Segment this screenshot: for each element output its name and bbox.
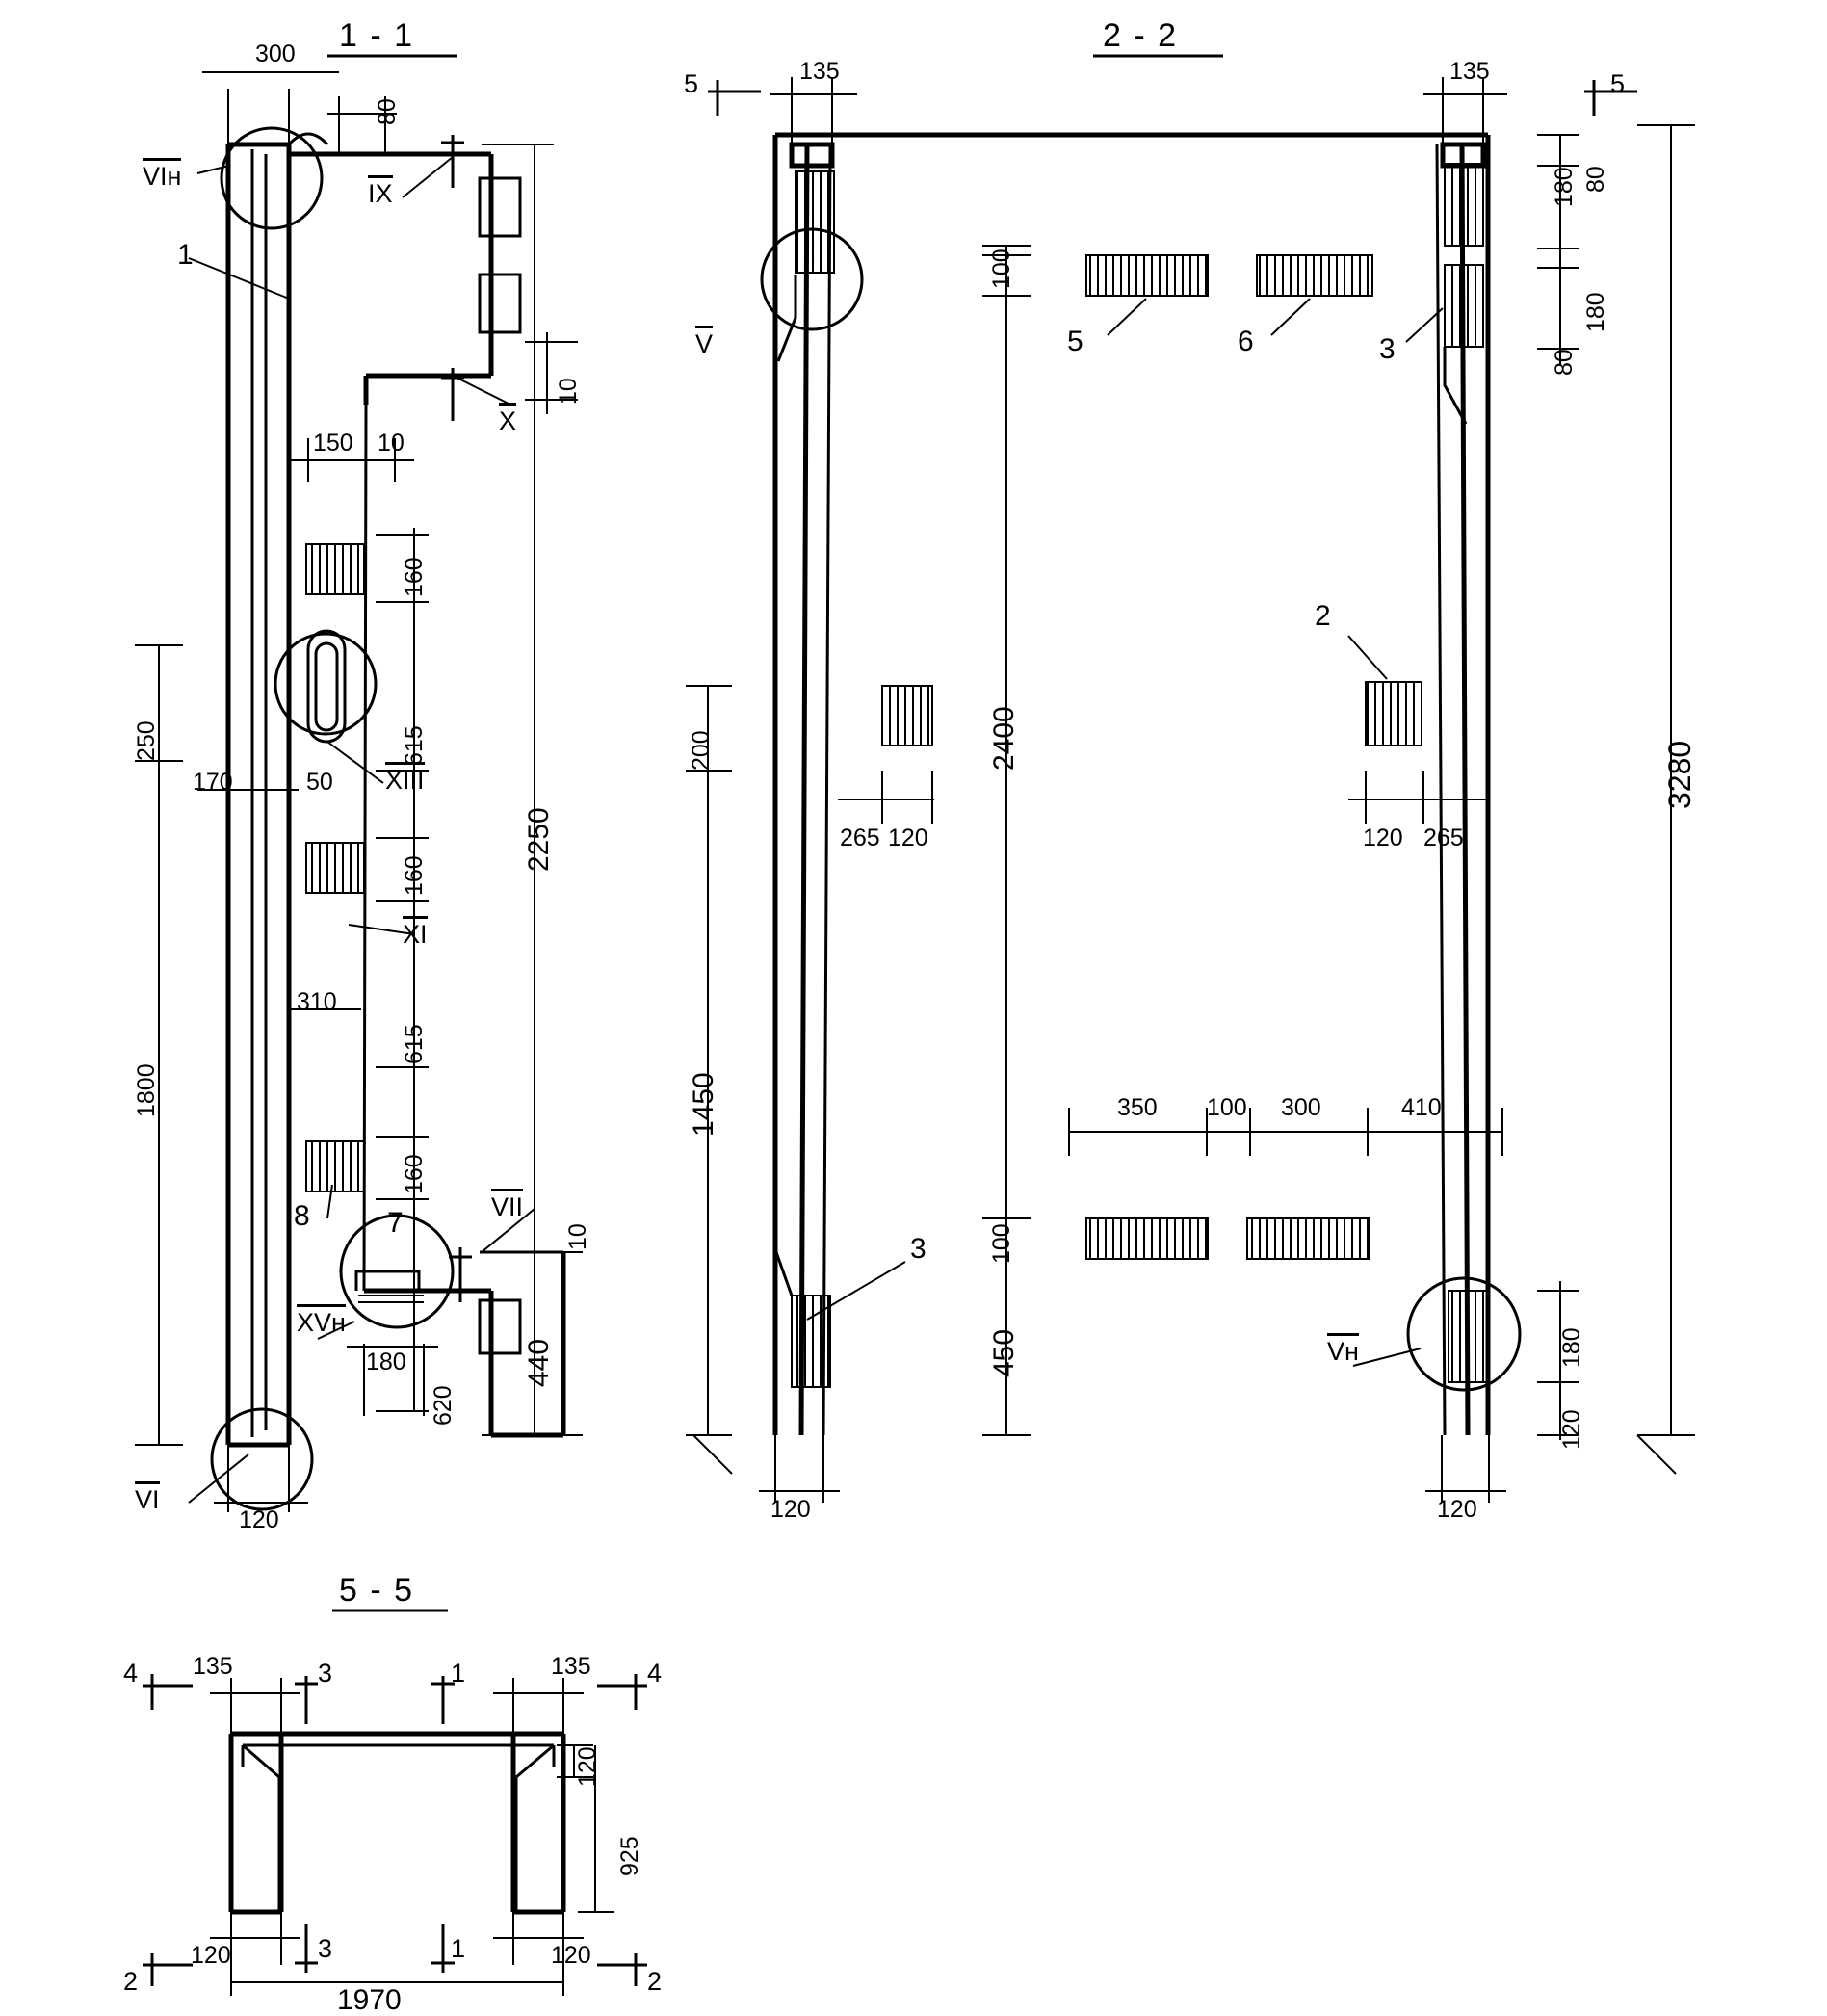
dim22-450: 450 [988,1328,1020,1377]
embed-right-top-b [1445,265,1483,347]
dim-50: 50 [306,769,333,796]
section-mark-5-left: 5 [684,69,699,98]
embed-left-top [796,171,834,273]
dim55-135-left: 135 [193,1653,233,1680]
dim-1800: 1800 [133,1063,160,1117]
part-number-6: 6 [1238,326,1254,357]
dim-250: 250 [133,720,160,761]
dim22-265-left: 265 [840,825,880,851]
dim22-300: 300 [1281,1094,1321,1121]
section-mark-Vn: Vн [1327,1337,1359,1367]
section-mark-VI: VI [135,1485,160,1515]
section-mark-VII: VII [491,1192,523,1222]
embed-right-top-a [1445,164,1483,246]
part-number-5: 5 [1067,326,1083,357]
insert-hatch-b [306,843,364,893]
dim55-120-left: 120 [191,1942,231,1969]
dim22-80-b: 80 [1551,349,1578,376]
view-title-2-2: 2 - 2 [1103,17,1179,54]
insert-hatch-a [306,544,364,594]
dim-300: 300 [255,40,296,67]
dim55-925: 925 [616,1836,643,1876]
dim-160-b: 160 [401,855,428,896]
part-number-8: 8 [294,1200,310,1232]
dim55-120-right: 120 [551,1942,591,1969]
embed-right-bottom [1449,1291,1487,1382]
dim-10-lower: 10 [564,1223,591,1250]
plate-5 [1086,255,1208,296]
dim22-80-a: 80 [1582,166,1609,193]
dim-2250: 2250 [523,807,555,872]
section-mark-XIII: XIII [385,766,425,796]
dim-170: 170 [193,769,233,796]
dim22-120-base-right: 120 [1437,1496,1477,1523]
section-mark-4-left: 4 [123,1659,139,1688]
view-title-1-1: 1 - 1 [339,17,415,54]
dim-620: 620 [430,1385,457,1426]
dim22-120-bottom-r: 120 [1558,1409,1585,1450]
view-title-5-5: 5 - 5 [339,1572,415,1609]
section-mark-1-top: 1 [451,1659,466,1688]
dim55-1970: 1970 [337,1984,402,2016]
section-mark-3-bottom: 3 [318,1934,333,1963]
section-mark-5-right: 5 [1610,69,1626,98]
section-mark-XI: XI [403,920,428,950]
dim-440: 440 [523,1338,555,1387]
plate-small-left [882,686,932,746]
section-mark-XVn: XVн [297,1308,346,1338]
dim22-180-b: 180 [1582,292,1609,332]
dim22-350: 350 [1117,1094,1158,1121]
plate-lower-left [1086,1218,1208,1259]
dim55-120-web: 120 [574,1746,601,1787]
dim-615-a: 615 [401,725,428,766]
section-mark-1-bottom: 1 [451,1934,466,1963]
dim22-265-right: 265 [1423,825,1464,851]
part-number-7: 7 [387,1207,404,1239]
dim22-135-right: 135 [1449,58,1490,85]
section-mark-IX: IX [368,179,393,209]
dim22-100-top: 100 [988,249,1015,289]
dim-120-bottom: 120 [239,1506,279,1533]
dim22-120-right: 120 [1363,825,1403,851]
part-number-3-bottom: 3 [910,1233,927,1265]
dim22-1450: 1450 [688,1072,719,1137]
dim22-200: 200 [688,730,715,771]
dim-10-upper: 10 [555,378,582,405]
section-mark-VIn: VIн [143,162,181,192]
section-mark-V: V [695,329,713,359]
dim22-180-a: 180 [1551,167,1578,207]
part-number-2: 2 [1315,600,1331,632]
section-mark-4-right: 4 [647,1659,663,1688]
dim-150: 150 [313,430,353,457]
dim-160-c: 160 [401,1154,428,1194]
dim-310: 310 [297,988,337,1015]
dim22-180-bottom: 180 [1558,1327,1585,1368]
dim22-2400: 2400 [988,706,1020,771]
section-mark-3-top: 3 [318,1659,333,1688]
dim55-135-right: 135 [551,1653,591,1680]
plate-lower-right [1247,1218,1369,1259]
dim22-120-left: 120 [888,825,928,851]
section-mark-X: X [499,406,516,436]
dim-615-b: 615 [401,1024,428,1064]
dim22-135-left: 135 [799,58,840,85]
dim22-3280: 3280 [1662,740,1697,809]
dim22-100-chain: 100 [1207,1094,1247,1121]
insert-hatch-c [306,1141,364,1191]
plate-6 [1257,255,1372,296]
dim-160-a: 160 [401,557,428,597]
dim-80: 80 [374,98,401,125]
dim22-100-bottom: 100 [988,1223,1015,1264]
part-number-1: 1 [177,239,194,271]
dim-10-small: 10 [378,430,405,457]
plate-2 [1366,682,1422,746]
part-number-3-top: 3 [1379,333,1396,365]
section-mark-2-left: 2 [123,1967,139,1996]
section-mark-2-right: 2 [647,1967,663,1996]
dim22-410: 410 [1401,1094,1442,1121]
dim-180: 180 [366,1348,406,1375]
dim22-120-base-left: 120 [770,1496,811,1523]
